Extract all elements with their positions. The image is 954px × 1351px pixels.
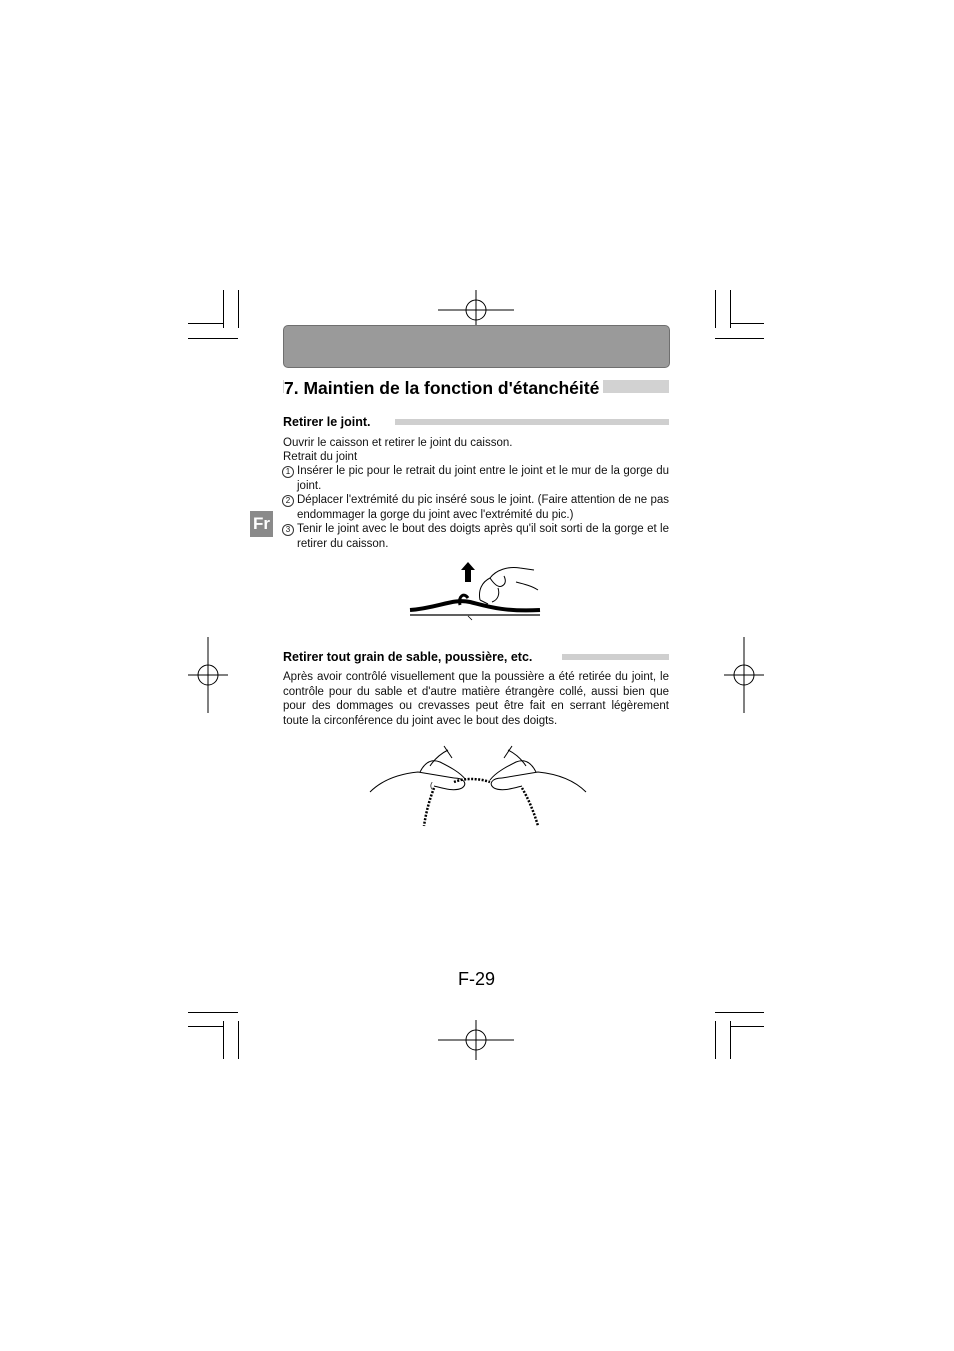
intro-line-1: Ouvrir le caisson et retirer le joint du caisson. xyxy=(283,437,513,449)
subheading-remove-seal: Retirer le joint. xyxy=(283,415,371,429)
step-text: Insérer le pic pour le retrait du joint entre le joint et le mur de la gorge du joint. xyxy=(297,465,669,492)
step-text: Tenir le joint avec le bout des doigts après qu'il soit sorti de la gorge et le retirer du caisson. xyxy=(297,523,669,550)
step-number: 3 xyxy=(282,524,294,536)
step-number: 1 xyxy=(282,466,294,478)
intro-line-2: Retrait du joint xyxy=(283,451,358,463)
subheading-remove-sand: Retirer tout grain de sable, poussière, etc. xyxy=(283,650,533,664)
step-number: 2 xyxy=(282,495,294,507)
subheading-rule xyxy=(395,419,669,425)
step-2 xyxy=(282,493,669,522)
registration-mark-right xyxy=(724,635,764,715)
fingertip-inspection-illustration xyxy=(368,742,588,828)
subheading-rule xyxy=(562,654,669,660)
language-tab: Fr xyxy=(250,511,273,537)
step-1 xyxy=(282,464,669,493)
seal-removal-illustration xyxy=(408,560,542,622)
page-number: F-29 xyxy=(458,969,496,989)
svg-text:(: ( xyxy=(430,781,433,790)
registration-mark-left xyxy=(188,635,228,715)
registration-mark-top xyxy=(436,290,516,330)
header-band xyxy=(283,325,670,368)
paragraph-inspection: Après avoir contrôlé visuellement que la poussière a été retirée du joint, le contrôle pour du sable et d'autre matière étrangère collé, aussi bien que pour des dommages ou crevasses peut être fait en serrant légèrement toute la circonférence du joint avec le bout des doigts. xyxy=(283,671,669,727)
section-title: 7. Maintien de la fonction d'étanchéité xyxy=(284,377,603,399)
step-text: Déplacer l'extrémité du pic inséré sous le joint. (Faire attention de ne pas endommager la gorge du joint avec l'extrémité du pic.) xyxy=(297,494,669,521)
registration-mark-bottom xyxy=(436,1020,516,1060)
step-3 xyxy=(282,522,669,551)
